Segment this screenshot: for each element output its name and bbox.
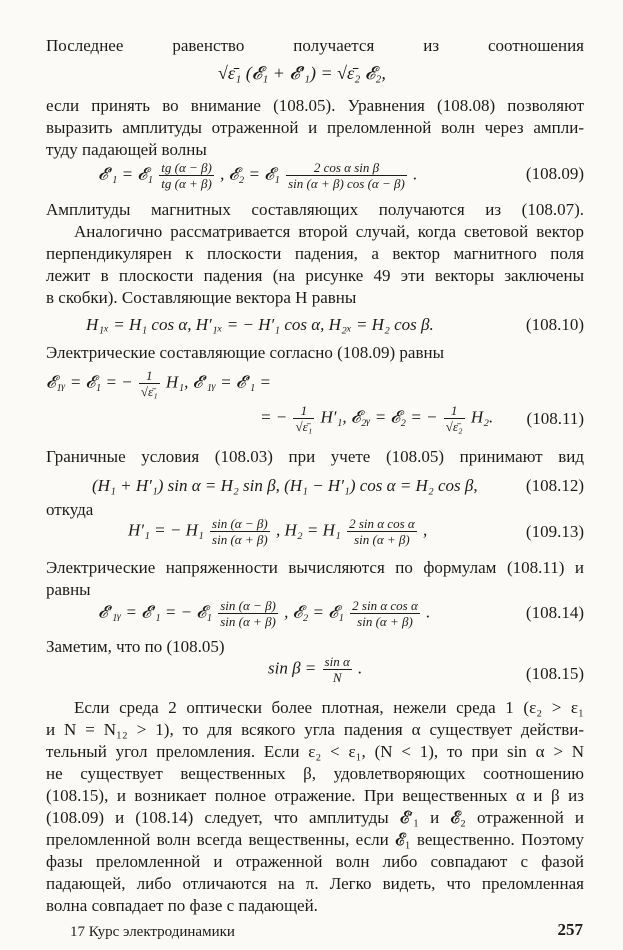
formula-part: . <box>413 164 418 184</box>
equation-number: (108.15) <box>525 664 584 683</box>
denominator: sin (α + β) <box>212 532 268 547</box>
numerator: sin (α − β) <box>220 598 276 613</box>
text-line: перпендикулярен к плоскости падения, а вектор магнитного поля <box>46 244 584 263</box>
equation-number: (108.10) <box>525 315 584 334</box>
formula-108-12: (H₁ + H′₁) sin α = H₂ sin β, (H₁ − H′₁) cos α = H₂ cos β, <box>92 476 478 495</box>
fraction <box>323 654 352 685</box>
text-line: выразить амплитуды отраженной и преломленной волн через ампли- <box>46 118 584 137</box>
formula-part: 𝓔′₁ᵧ = 𝓔′₁ = − 𝓔₁ <box>98 602 212 622</box>
text-line: фазы преломленной и отраженной волн либо совпадают с фазой <box>46 852 584 871</box>
text-line: лежит в плоскости падения (на рисунке 49 эти векторы заключены <box>46 266 584 285</box>
fraction <box>444 403 465 434</box>
text-line: преломленной волн всегда вещественны, если 𝓔₁ вещественно. Поэтому <box>46 830 584 849</box>
equation-number: (108.09) <box>525 164 584 183</box>
footer-signature: 17 Курс электродинамики <box>70 924 235 940</box>
formula-part: H₂. <box>470 407 494 427</box>
text-line: Заметим, что по (108.05) <box>46 637 225 656</box>
fraction <box>286 160 407 191</box>
text-line: в скобки). Составляющие вектора H равны <box>46 288 357 307</box>
formula-108-14 <box>98 598 430 629</box>
equation-number: (108.14) <box>525 603 584 622</box>
formula-part: H′₁ = − H₁ <box>128 520 204 540</box>
text-line: волна совпадает по фазе с падающей. <box>46 896 318 915</box>
formula-108-09 <box>98 160 417 191</box>
fraction <box>139 368 160 399</box>
denominator: √ε̄₂ <box>445 419 463 434</box>
denominator: sin (α + β) cos (α − β) <box>288 176 405 191</box>
text-line: Последнее равенство получается из соотношения <box>46 36 584 55</box>
formula-part: 𝓔′₁ = 𝓔₁ <box>98 164 153 184</box>
denominator: N <box>332 670 342 685</box>
page-number: 257 <box>557 920 583 939</box>
formula-part: , 𝓔₂ = 𝓔₁ <box>284 602 344 622</box>
text-line: (108.15), и возникает полное отражение. При вещественных α и β из <box>46 786 584 805</box>
equation-number: (108.12) <box>525 476 584 495</box>
formula-part: H′₁, 𝓔₂ᵧ = 𝓔₂ = − <box>320 407 438 427</box>
numerator: 2 sin α cos α <box>349 516 415 531</box>
fraction <box>350 598 420 629</box>
formula-part: , <box>422 520 428 540</box>
formula-109-13 <box>128 516 427 547</box>
formula-part: , 𝓔₂ = 𝓔₁ <box>220 164 280 184</box>
numerator: sin α <box>324 654 350 669</box>
text-line: откуда <box>46 500 94 519</box>
text-line: Электрические составляющие согласно (108.09) равны <box>46 343 444 362</box>
text-line: Аналогично рассматривается второй случай, когда световой вектор <box>74 222 584 241</box>
fraction <box>210 516 270 547</box>
text-line: Амплитуды магнитных составляющих получаются из (108.07). <box>46 200 584 219</box>
equation-number: (108.11) <box>526 409 584 428</box>
text-line: и N = N₁₂ > 1), то для всякого угла падения α существует действи- <box>46 720 584 739</box>
fraction <box>347 516 417 547</box>
numerator: tg (α − β) <box>161 160 212 175</box>
denominator: √ε̄₁ <box>295 419 313 434</box>
formula-part: . <box>426 602 431 622</box>
numerator: 1 <box>139 368 160 384</box>
formula-equation: √ε̄₁ (𝓔₁ + 𝓔′₁) = √ε̄₂ 𝓔₂, <box>218 63 386 83</box>
formula-part: . <box>358 658 363 678</box>
text-line: тельный угол преломления. Если ε₂ < ε₁, (N < 1), то при sin α > N <box>46 742 584 761</box>
denominator: √ε̄₁ <box>140 384 158 399</box>
text-line: Электрические напряженности вычисляются по формулам (108.11) и <box>46 558 584 577</box>
formula-108-11-line2 <box>260 403 493 434</box>
numerator: 2 sin α cos α <box>352 598 418 613</box>
formula-part: , H₂ = H₁ <box>275 520 341 540</box>
numerator: 1 <box>293 403 314 419</box>
text-line: (108.09) и (108.14) следует, что амплитуды 𝓔′₁ и 𝓔₂ отраженной и <box>46 808 584 827</box>
formula-part: H₁, 𝓔′₁ᵧ = 𝓔′₁ = <box>165 372 271 392</box>
fraction <box>293 403 314 434</box>
text-line: если принять во внимание (108.05). Уравнения (108.08) позволяют <box>46 96 584 115</box>
formula-108-10: H₁ₓ = H₁ cos α, H′₁ₓ = − H′₁ cos α, H₂ₓ = H₂ cos β. <box>86 315 434 334</box>
text-line: туду падающей волны <box>46 140 207 159</box>
formula-108-11-line1 <box>46 368 271 399</box>
equation-number: (109.13) <box>525 522 584 541</box>
fraction <box>218 598 278 629</box>
denominator: sin (α + β) <box>220 614 276 629</box>
text-line: Граничные условия (108.03) при учете (108.05) принимают вид <box>46 447 584 466</box>
text-line: падающей, либо отличаются на π. Легко видеть, что преломленная <box>46 874 584 893</box>
text-line: равны <box>46 580 91 599</box>
numerator: 2 cos α sin β <box>286 160 407 176</box>
denominator: sin (α + β) <box>354 532 410 547</box>
formula-part: sin β = <box>268 658 317 678</box>
numerator: 1 <box>444 403 465 419</box>
formula-108-15 <box>268 654 362 685</box>
text-line: Если среда 2 оптически более плотная, нежели среда 1 (ε₂ > ε₁ <box>74 698 584 717</box>
text-line: не существует вещественных β, удовлетворяющих соотношению <box>46 764 584 783</box>
formula-part: = − <box>260 407 288 427</box>
numerator: sin (α − β) <box>212 516 268 531</box>
fraction <box>159 160 214 191</box>
formula-part: 𝓔₁ᵧ = 𝓔₁ = − <box>46 372 133 392</box>
denominator: sin (α + β) <box>357 614 413 629</box>
denominator: tg (α + β) <box>161 176 212 191</box>
